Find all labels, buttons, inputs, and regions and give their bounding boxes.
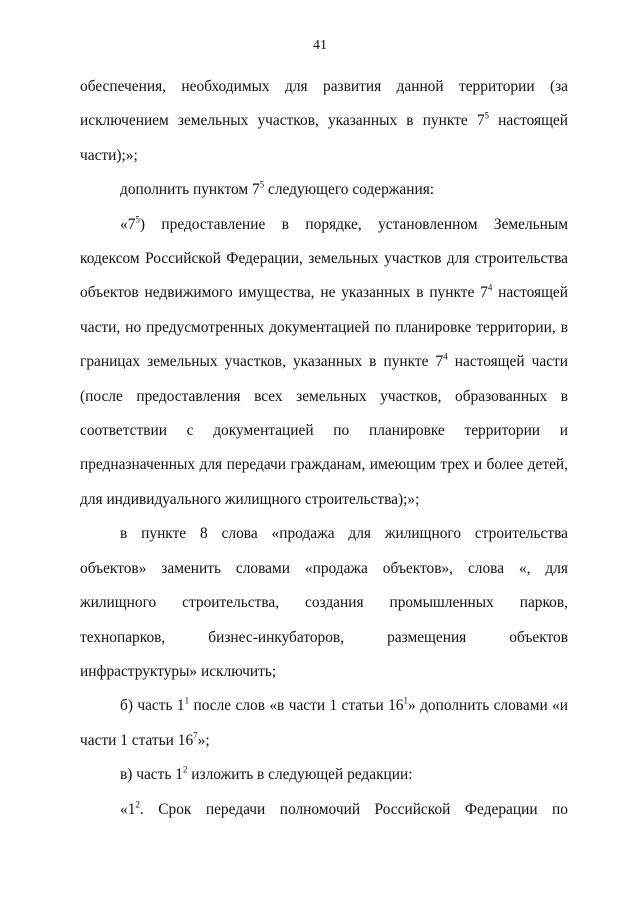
text-run: в) часть 1 — [120, 766, 183, 784]
superscript: 1 — [184, 695, 190, 706]
superscript: 4 — [487, 282, 493, 293]
superscript: 4 — [443, 351, 448, 362]
text-run: обеспечения, необходимых для развития данной территории (за исключением земельных участков, указанных в пункте 7 — [80, 78, 568, 130]
text-run: настоящей части);»; — [80, 112, 568, 164]
paragraph — [80, 70, 568, 173]
superscript: 7 — [193, 729, 198, 740]
text-run: изложить в следующей редакции: — [187, 766, 413, 784]
text-run: настоящей части, но предусмотренных документацией по планировке территории, в границах земельных участков, указанных в пункте 7 — [80, 284, 569, 371]
paragraph — [80, 758, 568, 792]
text-run: в пункте 8 слова «продажа для жилищного строительства объектов» заменить словами «продажа объектов», слова «, для жилищного строительства, создания промышленных парков, технопарков, бизнес-инкубаторов, размещения объектов инфраструктуры» исключить; — [80, 525, 568, 680]
superscript: 5 — [259, 179, 265, 190]
page-number: 41 — [313, 38, 327, 53]
text-run: после слов «в части 1 статьи 16 — [189, 697, 404, 715]
superscript: 2 — [135, 798, 140, 809]
text-run: ) предоставление в порядке, установленном Земельным кодексом Российской Федерации, земельных участков для строительства объектов недвижимого имущества, не указанных в пункте 7 — [80, 215, 568, 302]
text-run: б) часть 1 — [120, 697, 185, 715]
superscript: 5 — [135, 213, 140, 224]
paragraph — [80, 689, 568, 758]
paragraph — [80, 517, 568, 689]
text-run: »; — [197, 731, 210, 749]
paragraph — [80, 208, 568, 518]
superscript: 5 — [484, 110, 490, 121]
text-run: » дополнить словами «и части 1 статьи 16 — [80, 697, 568, 749]
paragraph — [80, 173, 568, 207]
superscript: 1 — [403, 695, 408, 706]
text-run: . Срок передачи полномочий Российской Федерации по — [139, 800, 568, 818]
text-run: дополнить пунктом 7 — [120, 181, 260, 199]
text-run: «7 — [120, 215, 136, 233]
text-run: настоящей части (после предоставления всех земельных участков, образованных в соответствии с документацией по планировке территории и предназначенных для передачи гражданам, имеющим трех и более детей, для индивидуального жилищного строительства);»; — [80, 353, 568, 508]
text-run: «1 — [120, 800, 136, 818]
body-text — [80, 70, 568, 827]
text-run: следующего содержания: — [264, 181, 435, 199]
superscript: 2 — [182, 764, 188, 775]
paragraph — [80, 793, 568, 827]
